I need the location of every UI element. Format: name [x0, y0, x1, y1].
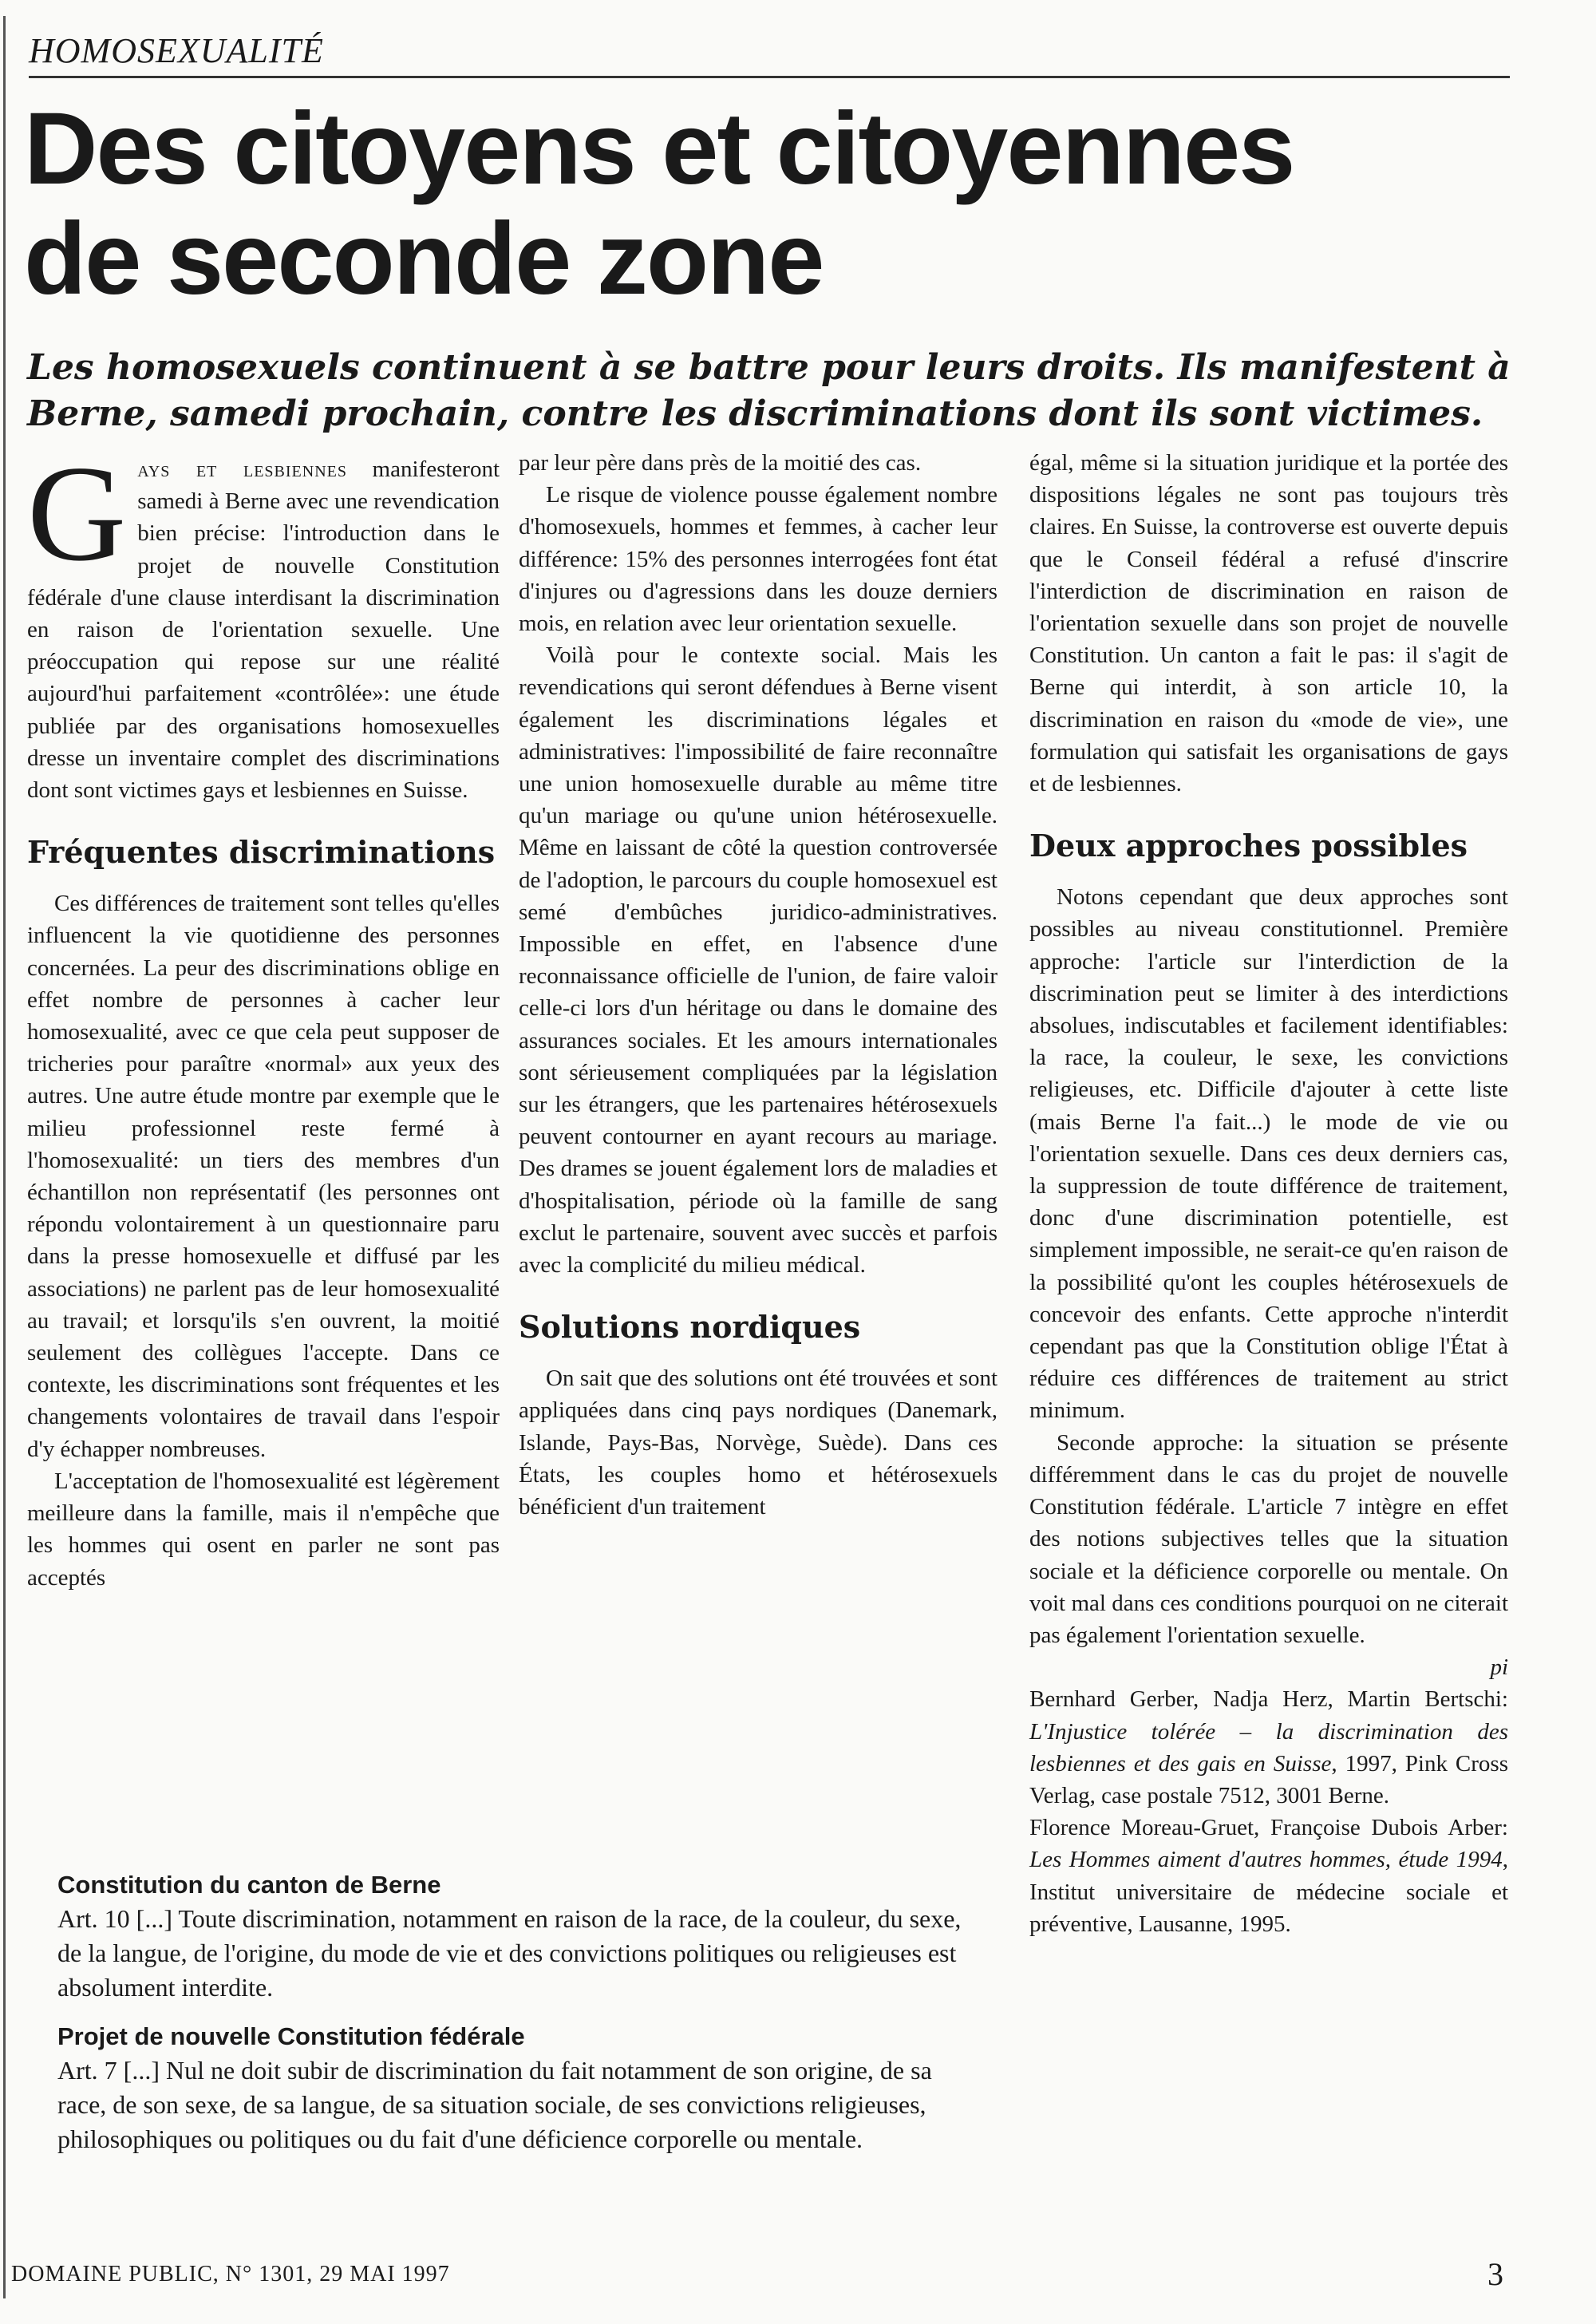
reference-1	[1029, 1683, 1508, 1812]
article-headline	[24, 94, 1540, 314]
reference-title: L'Injustice tolérée – la discrimination des lesbiennes et des gais en Suisse	[1029, 1718, 1508, 1777]
article-lead	[27, 345, 1543, 437]
headline-line-2: de seconde zone	[24, 202, 824, 316]
box-title-federal: Projet de nouvelle Constitution fédérale	[57, 2022, 525, 2050]
constitution-excerpts-box	[57, 1868, 975, 2156]
opening-smallcaps: ays et lesbiennes	[137, 457, 347, 482]
paragraph-text: manifesteront samedi à Berne avec une revendication bien précise: l'introduction dans le projet de nouvelle Constitution fédérale d'une clause interdisant la discrimination en raison de l'orientation sexuelle. Une préoccupation qui repose sur une réalité aujourd'hui parfaitement «contrôlée»: une étude publiée par des organisations homosexuelles dresse un inventaire complet des discriminations dont sont victimes gays et lesbiennes en Suisse.	[27, 457, 500, 804]
article-7-text: Art. 7 [...] Nul ne doit subir de discrimination du fait notamment de son origine, de sa race, de son sexe, de sa langue, de sa situation sociale, de ses convictions religieuses, philosophiques ou politiques ou du fait d'une déficience corporelle ou mentale.	[57, 2056, 932, 2153]
reference-details: , 1997, Pink Cross Verlag, case postale 7512, 3001 Berne.	[1029, 1750, 1508, 1808]
subheading: Fréquentes discriminations	[27, 834, 496, 871]
reference-authors: Florence Moreau-Gruet, Françoise Dubois Arber:	[1029, 1815, 1508, 1841]
footer-publication: DOMAINE PUBLIC, N° 1301, 29 MAI 1997	[11, 2262, 450, 2286]
paragraph: Seconde approche: la situation se présente différemment dans le cas du projet de nouvelle Constitution fédérale. L'article 7 intègre en effet des notions subjectives telles que la situation sociale et la déficience corporelle ou mentale. On voit mal dans ces conditions pourquoi on ne citerait pas également l'orientation sexuelle.	[1029, 1429, 1508, 1648]
reference-2	[1029, 1812, 1508, 1940]
lead-line-2: Berne, samedi prochain, contre les discriminations dont ils sont victimes.	[27, 393, 1483, 434]
reference-title: Les Hommes aiment d'autres hommes, étude 1994	[1029, 1847, 1503, 1873]
section-rubric: HOMOSEXUALITÉ	[29, 30, 1510, 78]
reference-details: , Institut universitaire de médecine sociale et préventive, Lausanne, 1995.	[1029, 1847, 1508, 1937]
subheading: Deux approches possibles	[1029, 828, 1468, 864]
paragraph: Le risque de violence pousse également nombre d'homosexuels, hommes et femmes, à cacher leur différence: 15% des personnes interrogées font état d'injures ou d'agressions dans les douze derniers mois, en relation avec leur orientation sexuelle.	[519, 482, 998, 637]
reference-authors: Bernhard Gerber, Nadja Herz, Martin Bertschi:	[1029, 1686, 1508, 1713]
article-column-3	[1029, 447, 1508, 1940]
paragraph	[27, 438, 500, 806]
page-number: 3	[1487, 2256, 1503, 2292]
subheading: Solutions nordiques	[519, 1309, 861, 1346]
author-signature: pi	[1490, 1654, 1508, 1681]
paragraph: égal, même si la situation juridique et la portée des dispositions légales ne sont pas toujours très claires. En Suisse, la controverse est ouverte depuis que le Conseil fédéral a refusé d'inscrire l'interdiction de discrimination en raison de l'orientation sexuelle dans son projet de nouvelle Constitution. Un canton a fait le pas: il s'agit de Berne qui interdit, à son article 10, la discrimination en raison du «mode de vie», une formulation qui satisfait les organisations de gays et de lesbiennes.	[1029, 450, 1508, 797]
paragraph: On sait que des solutions ont été trouvées et sont appliquées dans cinq pays nordiques (Danemark, Islande, Pays-Bas, Norvège, Suède). Dans ces États, les couples homo et hétérosexuels bénéficient d'un traitement	[519, 1366, 998, 1520]
headline-line-1: Des citoyens et citoyennes	[24, 92, 1294, 206]
article-column-1	[27, 438, 500, 1594]
article-column-2	[519, 447, 998, 1523]
lead-line-1: Les homosexuels continuent à se battre pour leurs droits. Ils manifestent à	[27, 347, 1511, 388]
drop-cap: G	[27, 438, 127, 590]
paragraph: par leur père dans près de la moitié des cas.	[519, 450, 922, 476]
paragraph: L'acceptation de l'homosexualité est légèrement meilleure dans la famille, mais il n'empêche que les hommes qui osent en parler ne sont pas acceptés	[27, 1468, 500, 1591]
box-title-bern: Constitution du canton de Berne	[57, 1871, 441, 1899]
paragraph: Voilà pour le contexte social. Mais les revendications qui seront défendues à Berne visent également les discriminations légales et administratives: l'impossibilité de faire reconnaître une union homosexuelle durable au même titre qu'un mariage ou qu'une union hétérosexuelle. Même en laissant de côté la question controversée de l'adoption, le parcours du couple homosexuel est semé d'embûches juridico-administratives. Impossible en effet, en l'absence d'une reconnaissance officielle de l'union, de faire valoir celle-ci lors d'un héritage ou dans le domaine des assurances sociales. Et les amours internationales sont sérieusement compliquées par la législation sur les étrangers, que les partenaires hétérosexuels peuvent contourner en ayant recours au mariage. Des drames se jouent également lors de maladies et d'hospitalisation, période où la famille de sang exclut le partenaire, souvent avec succès et parfois avec la complicité du milieu médical.	[519, 642, 998, 1279]
paragraph: Notons cependant que deux approches sont possibles au niveau constitutionnel. Première approche: l'article sur l'interdiction de la discrimination peut se limiter à des interdictions absolues, indiscutables et facilement identifiables: la race, la couleur, le sexe, les convictions religieuses, etc. Difficile d'ajouter à cette liste (mais Berne l'a fait...) le mode de vie ou l'orientation sexuelle. Dans ces deux derniers cas, la suppression de toute différence de traitement, donc d'une discrimination potentielle, est simplement impossible, ne serait-ce qu'en raison de la possibilité qu'ont les couples hétérosexuels de concevoir des enfants. Cette approche n'interdit cependant pas que la Constitution oblige l'État à réduire ces différences de traitement au strict minimum.	[1029, 884, 1508, 1424]
article-10-text: Art. 10 [...] Toute discrimination, notamment en raison de la race, de la couleur, du sexe, de la langue, de l'origine, du mode de vie et des convictions politiques ou religieuses est absolument interdite.	[57, 1904, 962, 2002]
page-left-rule	[3, 16, 6, 2298]
paragraph: Ces différences de traitement sont telles qu'elles influencent la vie quotidienne des personnes concernées. La peur des discriminations oblige en effet nombre de personnes à cacher leur homosexualité, avec ce que cela peut supposer de tricheries pour paraître «normal» aux yeux des autres. Une autre étude montre par exemple que le milieu professionnel reste fermé à l'homosexualité: un tiers des membres d'un échantillon non représentatif (les personnes ont répondu volontairement à un questionnaire paru dans la presse homosexuelle et diffusé par les associations) ne parlent pas de leur homosexualité au travail; et lorsqu'ils s'en ouvrent, la moitié seulement des collègues l'accepte. Dans ce contexte, les discriminations sont fréquentes et les changements volontaires de travail dans l'espoir d'y échapper nombreuses.	[27, 891, 500, 1462]
